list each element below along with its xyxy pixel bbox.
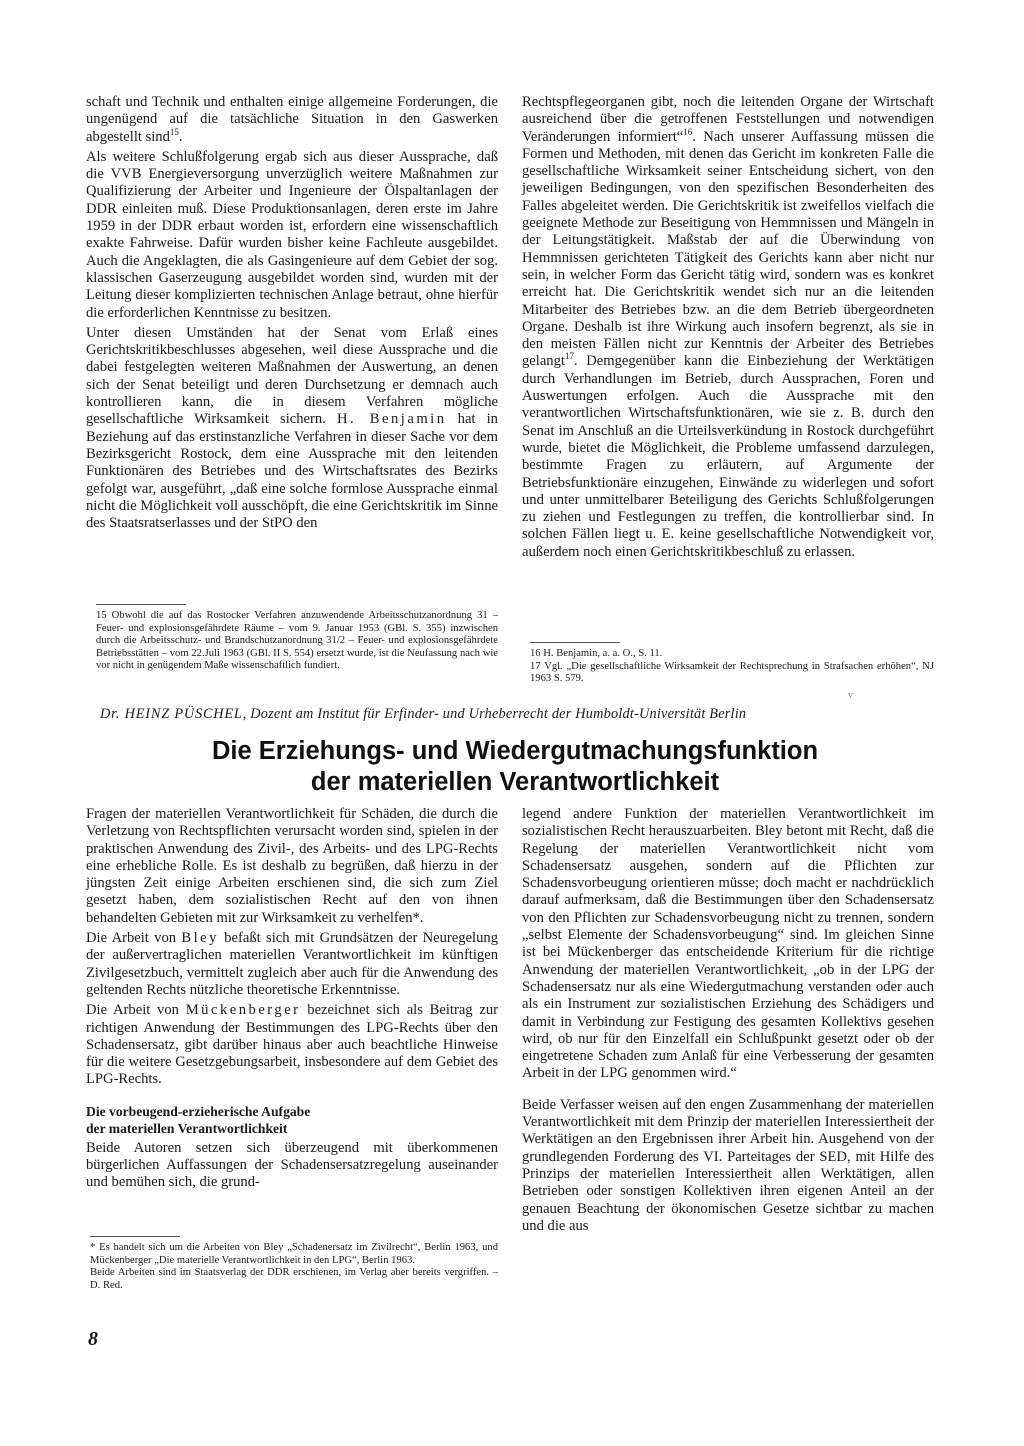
page-number: 8: [88, 1328, 98, 1350]
paragraph: Fragen der materiellen Verantwortlichkeit für Schäden, die durch die Verletzung von Rechtspflichten verursacht worden sind, spielen in der praktischen Anwendung des Zivil-, des Arbeits- und des LPG-Rechts eine erhebliche Rolle. Es ist deshalb zu begrüßen, daß hierzu in der jüngsten Zeit einige Arbeiten erschienen sind, die sich zum Ziel gesetzt haben, dem sozialistischen Recht auf den von ihnen behandelten Gebieten mit zur Wirksamkeit zu verhelfen*.: [86, 806, 498, 926]
footnote: Beide Arbeiten sind im Staatsverlag der DDR erschienen, im Verlag aber bereits vergriffen. – D. Red.: [90, 1267, 498, 1291]
title-line: der materiellen Verantwortlichkeit: [310, 768, 720, 796]
paragraph: legend andere Funktion der materiellen Verantwortlichkeit im sozialistischen Recht herauszuarbeiten. Bley betont mit Recht, daß die Regelung der materiellen Verantwortlichkeit nicht vom Schadensersatz ausgehen, sondern auf die Pflichten zur Schadensvorbeugung orientieren müsse; doch macht er nachdrücklich darauf aufmerksam, daß die Bestimmungen über den Schadensersatz von den Pflichten zur Schadensvorbeugung nicht zu trennen, sondern „selbst Elemente der Schadensvorbeugung“ sind. Im gleichen Sinne ist bei Mückenberger das entscheidende Kriterium für die richtige Anwendung der materiellen Verantwortlichkeit, „ob in der LPG der Schadensersatz nur als eine Wiedergutmachung verstanden oder auch als ein Instrument zur sozialistischen Erziehung des Schädigers und damit in Verbindung zur Festigung des gesamten Kollektivs gesehen wird, ob nur für den Einzelfall ein Schlußpunkt gesetzt oder ob der eingetretene Schaden zum Anlaß für eine Verbesserung der gesamten Arbeit in der LPG genommen wird.“: [522, 806, 934, 1082]
paragraph: Die Arbeit von Bley befaßt sich mit Grundsätzen der Neuregelung der außervertraglichen materiellen Verantwortlichkeit im künftigen Zivilgesetzbuch, vermittelt zugleich aber auch für die Anwendung des geltenden Rechts nützliche theoretische Erkenntnisse.: [86, 930, 498, 998]
author-role: , Dozent am Institut für Erfinder- und Urheberrecht der Humboldt-Universität Berlin: [242, 706, 747, 722]
bottom-right-column: [522, 806, 934, 1235]
author-name: Dr. HEINZ PÜSCHEL: [100, 706, 243, 722]
article-byline: [100, 706, 920, 723]
paragraph: Rechtspflegeorganen gibt, noch die leitenden Organe der Wirtschaft ausreichend über die getroffenen Feststellungen und notwendigen Veränderungen informiert“$^{16}$. Nach unserer Auffassung müssen die Formen und Methoden, mit denen das Gericht im konkreten Falle die gesellschaftliche Wirksamkeit seiner Entscheidung sichert, von den jeweiligen Bedingungen, von den spezifischen Besonderheiten des Falles abgeleitet werden. Die Gerichtskritik ist zweifellos vielfach die geeignete Methode zur Beseitigung von Hemmnissen und Mängeln in der Leitungstätigkeit. Maßstab der auf die Überwindung von Hemmnissen gerichteten Tätigkeit des Gerichts kann aber nicht nur sein, in welcher Form das Gericht tätig wird, sondern was es konkret erreicht hat. Die Gerichtskritik wendet sich nur an die leitenden Mitarbeiter des Betriebes bzw. an die dem Betrieb übergeordneten Organe. Deshalb ist ihre Wirkung auch insofern begrenzt, als sie in den meisten Fällen nicht zur Kenntnis der Arbeiter des Betriebes gelangt$^{17}$. Demgegenüber kann die Einbeziehung der Werktätigen durch Verhandlungen im Betrieb, durch Aussprachen, Foren und Auswertungen erfolgen. Auch die Aussprache mit den verantwortlichen Wirtschaftsfunktionären, wie sie z. B. durch den Senat im Anschluß an die Urteilsverkündung in Rostock durchgeführt wurde, bietet die Möglichkeit, die Probleme umfassend darzulegen, bestimmte Fragen zu erläutern, auf Argumente der Betriebsfunktionäre einzugehen, Einwände zu widerlegen und sofort und unter unmittelbarer Beteiligung des Gerichts Schlußfolgerungen zu ziehen und Festlegungen zu treffen, die kontrollierbar sind. In solchen Fällen liegt u. E. keine gesellschaftliche Notwendigkeit vor, außerdem noch einen Gerichtskritikbeschluß zu erlassen.: [522, 94, 935, 560]
corner-mark: v: [848, 690, 853, 701]
footnotes-right: [530, 642, 934, 686]
footnote-rule: [90, 1236, 180, 1237]
paragraph: Unter diesen Umständen hat der Senat vom Erlaß eines Gerichtskritikbeschlusses abgesehen, weil diese Aussprache und die dabei festgelegten weiteren Maßnahmen der Auswertung, an denen sich der Senat beteiligt und deren Durchsetzung er demnach auch kontrollieren kann, die in diesem Verfahren mögliche gesellschaftliche Wirksamkeit sichern. H. Benjamin hat in Beziehung auf das erstinstanzliche Verfahren in dieser Sache vor dem Bezirksgericht Rostock, dem eine Aussprache mit den leitenden Funktionären des Betriebes und des Wirtschaftsrates des Bezirks gefolgt war, ausgeführt, „daß eine solche formlose Aussprache einmal nicht die Möglichkeit voll ausschöpft, die eine Gerichtskritik im Sinne des Staatsratserlasses und der StPO den: [86, 324, 498, 532]
footnote: 15 Obwohl die auf das Rostocker Verfahren anzuwendende Arbeitsschutzanordnung 31 – Feuer- und explosionsgefährdete Räume – vom 9. Januar 1953 (GBl. S. 355) inzwischen durch die Arbeitsschutz- und Brandschutzanordnung 31/2 – Feuer- und explosionsgefährdete Betriebsstätten – vom 22.Juli 1963 (GBl. II S. 554) ersetzt wurde, ist die Neufassung nach wie vor nicht in genügendem Maße wissenschaftlich fundiert.: [96, 610, 498, 672]
bottom-left-column: [86, 806, 498, 1192]
footnote-rule: [96, 604, 186, 605]
footnotes-left: [96, 604, 498, 673]
paragraph: Beide Autoren setzen sich überzeugend mit überkommenen bürgerlichen Auffassungen der Schadensersatzregelung auseinander und bemühen sich, die grund-: [86, 1139, 498, 1191]
article-title: [100, 736, 930, 798]
top-right-column: [522, 94, 934, 561]
section-heading: Die vorbeugend-erzieherische Aufgabe der materiellen Verantwortlichkeit: [86, 1103, 311, 1136]
paragraph: Beide Verfasser weisen auf den engen Zusammenhang der materiellen Verantwortlichkeit mit dem Prinzip der materiellen Interessiertheit der Werktätigen an den Ergebnissen ihrer Arbeit hin. Ausgehend von der grundlegenden Forderung des VI. Parteitages der SED, mit Hilfe des Prinzips der materiellen Interessiertheit allen Werktätigen, allen Betrieben oder sonstigen Kollektiven ihren eigenen Anteil an der genauen Beachtung der ökonomischen Gesetze sichtbar zu machen und die aus: [522, 1096, 934, 1234]
paragraph: schaft und Technik und enthalten einige allgemeine Forderungen, die ungenügend auf die tatsächliche Situation in den Gaswerken abgestellt sind$^{15}$.: [86, 94, 498, 145]
paragraph: Die Arbeit von Mückenberger bezeichnet sich als Beitrag zur richtigen Anwendung der Bestimmungen des LPG-Rechts über den Schadensersatz, gibt darüber hinaus aber auch beachtliche Hinweise für die weitere Gesetzgebungsarbeit, insbesondere auf dem Gebiet des LPG-Rechts.: [86, 1002, 498, 1088]
footnote-rule: [530, 642, 620, 643]
footnote: * Es handelt sich um die Arbeiten von Bley „Schadenersatz im Zivilrecht“, Berlin 1963, und Mückenberger „Die materielle Verantwortlichkeit in den LPG“, Berlin 1963.: [90, 1242, 498, 1266]
top-left-column: [86, 94, 498, 532]
footnote: 17 Vgl. „Die gesellschaftliche Wirksamkeit der Rechtsprechung in Strafsachen erhöhen“, NJ 1963 S. 579.: [530, 660, 934, 685]
paragraph: Als weitere Schlußfolgerung ergab sich aus dieser Aussprache, daß die VVB Energieversorgung unverzüglich weitere Maßnahmen zur Qualifizierung der Arbeiter und Ingenieure der Ölspaltanlagen der DDR einleiten muß. Diese Produktionsanlagen, deren erste im Jahre 1959 in der DDR erbaut worden ist, erfordern eine wissenschaftlich exakte Fahrweise. Dafür wurden bisher keine Fachleute ausgebildet. Auch die Angeklagten, die als Gasingenieure auf dem Gebiet der sog. klassischen Gaserzeugung ausgebildet worden sind, wurden mit der Leitung dieser komplizierten technischen Anlage betraut, ohne hierfür die erforderlichen Kenntnisse zu besitzen.: [86, 148, 498, 321]
footnote: 16 H. Benjamin, a. a. O., S. 11.: [530, 648, 663, 659]
title-line: Die Erziehungs- und Wiedergutmachungsfunktion: [211, 737, 819, 765]
footnotes-bottom-left: [90, 1236, 498, 1292]
